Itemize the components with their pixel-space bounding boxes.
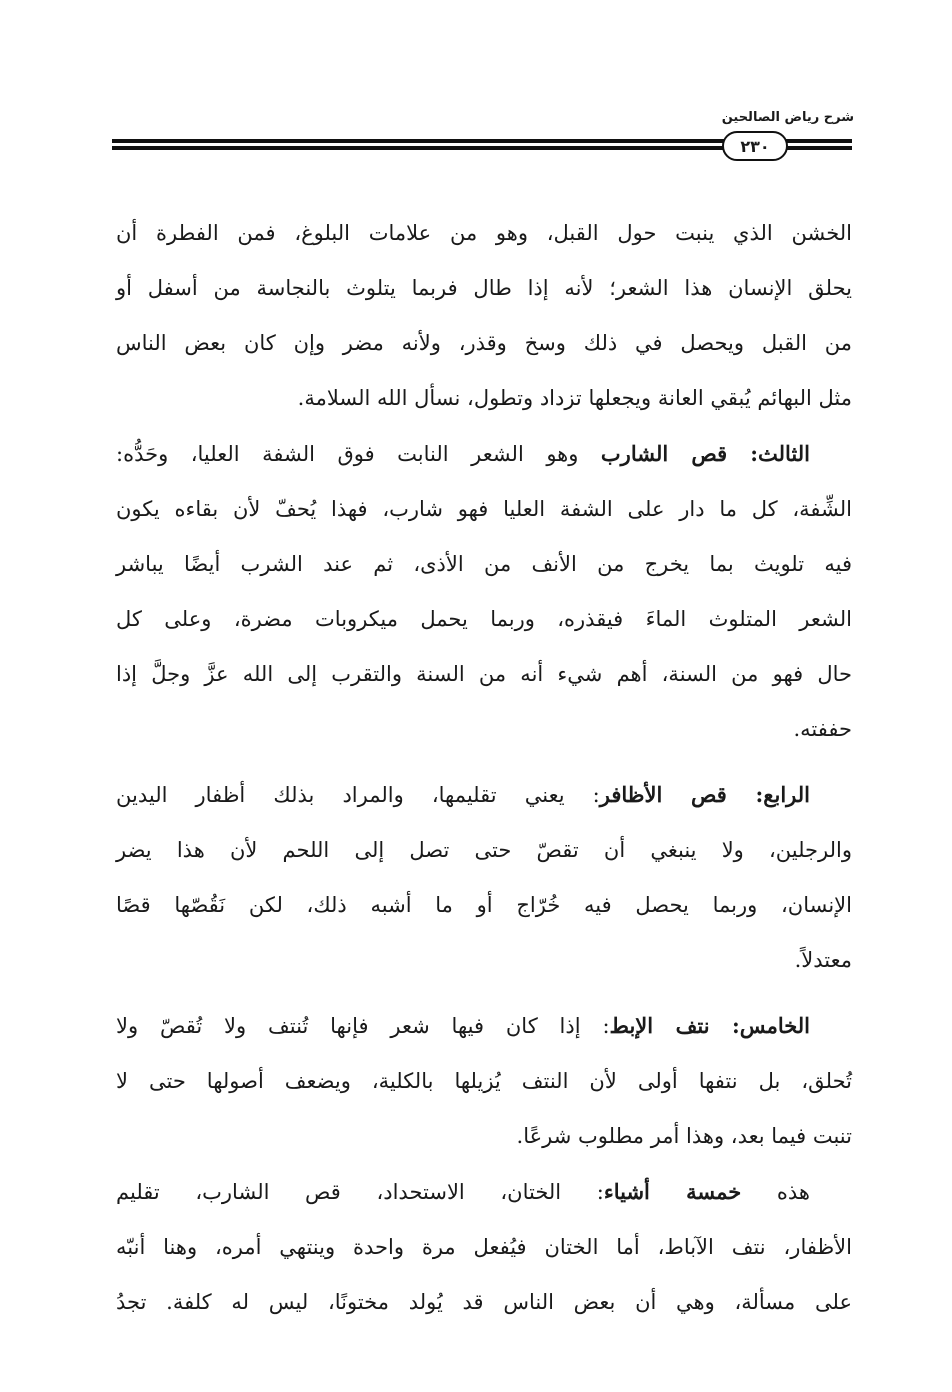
- text-line: [116, 1164, 852, 1220]
- text-line: والرجلين، ولا ينبغي أن تقصّ حتى تصل إلى اللحم لأن هذا يضر: [116, 838, 852, 862]
- text-line: [116, 426, 852, 482]
- text-line: من القبل ويحصل في ذلك وسخ وقذر، ولأنه مضر وإن كان بعض الناس: [116, 331, 852, 355]
- header-rule-bottom-right: [786, 146, 852, 150]
- text-line: الأظفار، نتف الآباط، أما الختان فيُفعل مرة واحدة وينتهي أمره، وهنا أنبّه: [116, 1235, 852, 1259]
- text-line: مثل البهائم يُبقي العانة ويجعلها تزداد وتطول، نسأل الله السلامة.: [297, 386, 852, 410]
- text-line: يحلق الإنسان هذا الشعر؛ لأنه إذا طال فربما يتلوث بالنجاسة من أسفل أو: [116, 276, 852, 300]
- text-line: حال فهو من السنة، أهم شيء أنه من السنة والتقرب إلى الله عزَّ وجلَّ إذا: [116, 662, 852, 686]
- text-line: حففته.: [793, 717, 852, 741]
- term-prefix: هذه: [741, 1180, 811, 1204]
- paragraph-2: [116, 426, 852, 757]
- paragraph-4: [116, 998, 852, 1164]
- text-line: [116, 767, 852, 823]
- paragraph-gap: [116, 988, 852, 998]
- paragraph-1: [116, 206, 852, 426]
- term-heading: خمسة أشياء: [603, 1179, 742, 1204]
- term-text: : يعني تقليمها، والمراد بذلك أظفار اليدين: [116, 783, 600, 807]
- text-line: فيه تلويث بما يخرج من الأنف من الأذى، ثم عند الشرب أيضًا يباشر: [116, 552, 852, 576]
- text-line: الخشن الذي ينبت حول القبل، وهو من علامات البلوغ، فمن الفطرة أن: [116, 221, 852, 245]
- term-heading: الخامس: نتف الإبط: [609, 1013, 811, 1038]
- page-number: ٢٣٠: [722, 131, 788, 161]
- text-block: [116, 206, 852, 1330]
- text-line: تنبت فيما بعد، وهذا أمر مطلوب شرعًا.: [516, 1124, 852, 1148]
- header-rule-bottom-left: [112, 146, 724, 150]
- text-line: على مسألة، وهي أن بعض الناس قد يُولد مختونًا، ليس له كلفة. تجدُ: [116, 1290, 852, 1314]
- term-heading: الثالث: قص الشارب: [600, 441, 810, 466]
- text-line: الشعر المتلوث الماءَ فيقذره، وربما يحمل ميكروبات مضرة، وعلى كل: [116, 607, 852, 631]
- header-rule-top-left: [112, 139, 724, 143]
- header-rule-top-right: [786, 139, 852, 143]
- text-line: [116, 998, 852, 1054]
- paragraph-3: [116, 767, 852, 988]
- paragraph-gap: [116, 757, 852, 767]
- term-text: : إذا كان فيها شعر فإنها تُنتف ولا تُقصّ ولا: [116, 1014, 610, 1038]
- text-line: الشِّفة، كل ما دار على الشفة العليا فهو شارب، فهذا يُحفّ لأن بقاءه يكون: [116, 497, 852, 521]
- term-heading: الرابع: قص الأظافر: [599, 782, 810, 807]
- term-text: : الختان، الاستحداد، قص الشارب، تقليم: [116, 1180, 604, 1204]
- running-head: شرح رياض الصالحين: [721, 110, 854, 125]
- text-line: معتدلاً.: [794, 948, 852, 972]
- paragraph-5: [116, 1164, 852, 1330]
- term-text: وهو الشعر النابت فوق الشفة العليا، وحَدُّه:: [116, 442, 601, 466]
- text-line: تُحلق، بل نتفها أولى لأن النتف يُزيلها بالكلية، ويضعف أصولها حتى لا: [116, 1069, 852, 1093]
- text-line: الإنسان، وربما يحصل فيه خُرّاج أو ما أشبه ذلك، لكن نَقُصّها قصًا: [116, 893, 852, 917]
